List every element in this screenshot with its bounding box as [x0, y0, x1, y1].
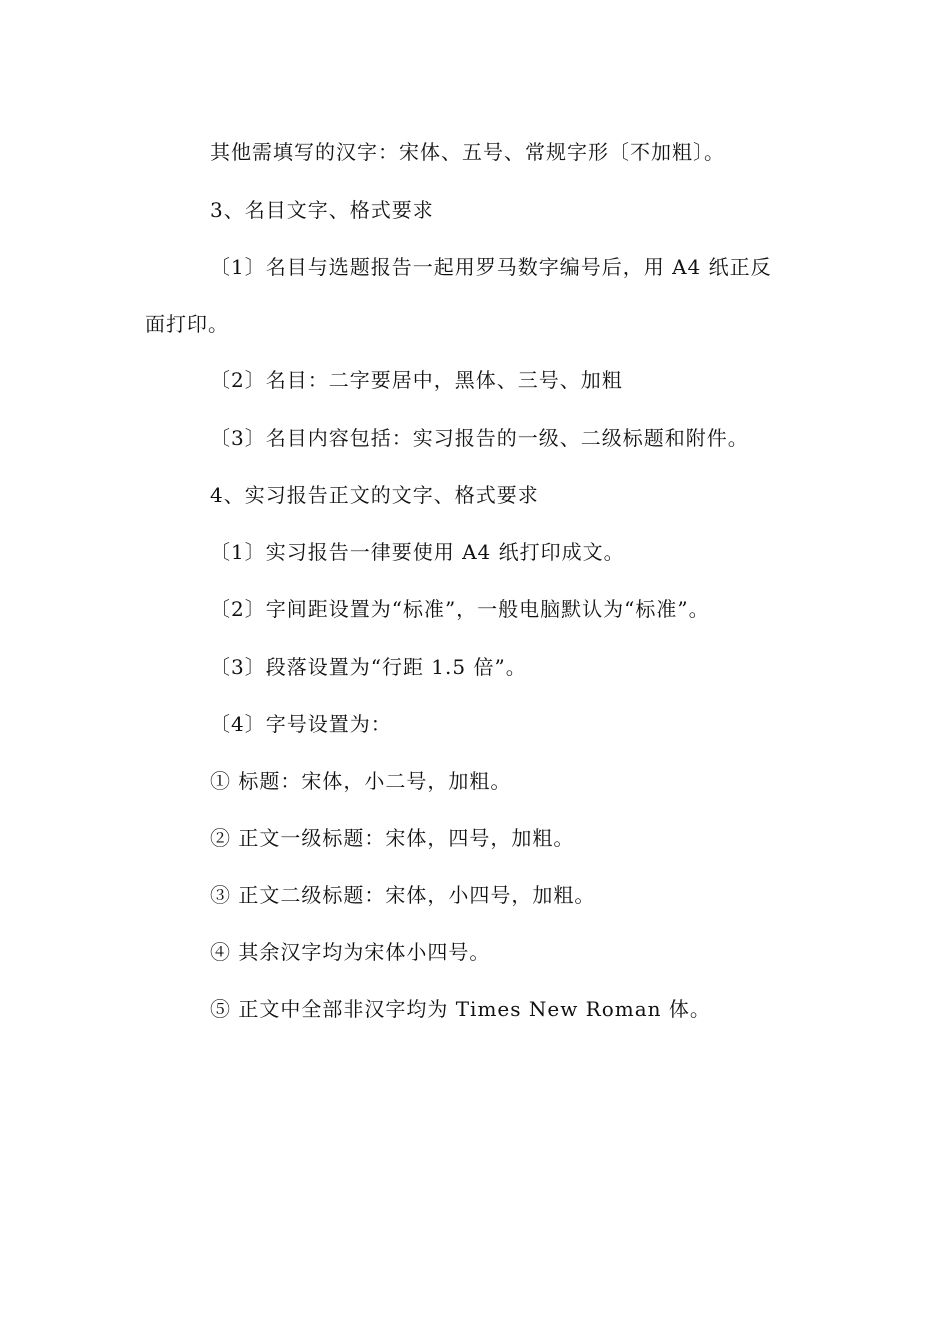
text-line-body-4: 〔4〕字号设置为： [210, 712, 392, 736]
heading-body-format: 4、实习报告正文的文字、格式要求 [210, 483, 539, 507]
text-line-toc-1-cont: 面打印。 [145, 312, 229, 336]
text-line-toc-3: 〔3〕名目内容包括：实习报告的一级、二级标题和附件。 [210, 426, 749, 450]
list-item-other-chinese: ④ 其余汉字均为宋体小四号。 [210, 940, 491, 964]
text-line-body-1: 〔1〕实习报告一律要使用 A4 纸打印成文。 [210, 540, 625, 564]
text-line-other-chars: 其他需填写的汉字：宋体、五号、常规字形〔不加粗〕。 [210, 140, 725, 164]
list-item-non-chinese: ⑤ 正文中全部非汉字均为 Times New Roman 体。 [210, 997, 711, 1021]
list-item-level1-heading: ② 正文一级标题：宋体，四号，加粗。 [210, 826, 575, 850]
text-line-body-2: 〔2〕字间距设置为“标准”，一般电脑默认为“标准”。 [210, 597, 710, 621]
text-line-body-3: 〔3〕段落设置为“行距 1.5 倍”。 [210, 655, 527, 679]
heading-toc-format: 3、名目文字、格式要求 [210, 198, 434, 222]
list-item-level2-heading: ③ 正文二级标题：宋体，小四号，加粗。 [210, 883, 596, 907]
list-item-title: ① 标题：宋体，小二号，加粗。 [210, 769, 512, 793]
text-line-toc-1: 〔1〕名目与选题报告一起用罗马数字编号后，用 A4 纸正反 [210, 255, 772, 279]
text-line-toc-2: 〔2〕名目：二字要居中，黑体、三号、加粗 [210, 368, 623, 392]
